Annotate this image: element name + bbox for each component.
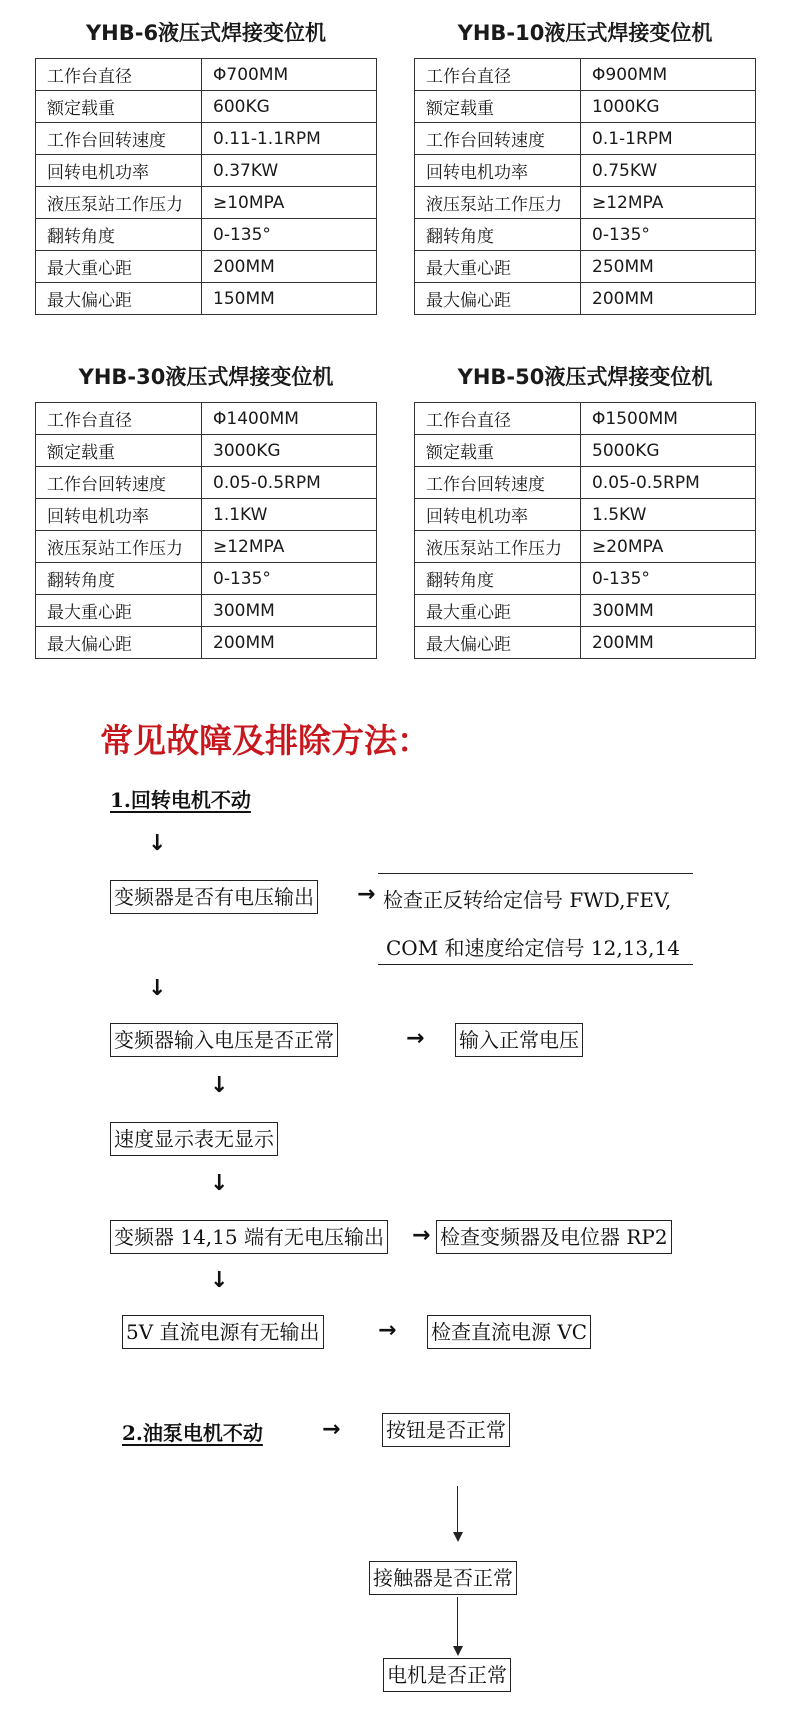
arrow-down-icon: ↓ [210,1073,229,1098]
spec-table [414,58,756,315]
spec-value-cell: 0-135° [202,219,377,251]
spec-block-yhb10 [414,16,756,315]
table-row [415,435,756,467]
step-box-input-voltage: 变频器输入电压是否正常 [110,1023,338,1057]
spec-key-cell: 回转电机功率 [36,499,202,531]
table-row [36,563,377,595]
arrow-down-icon [453,1532,463,1542]
spec-value-cell: 3000KG [202,435,377,467]
table-row [415,123,756,155]
section2-heading: 2.油泵电机不动 [122,1421,263,1445]
spec-value-cell: 200MM [581,627,756,659]
arrow-right-icon: → [322,1417,341,1442]
spec-key-cell: 额定载重 [415,91,581,123]
spec-value-cell: 0.1-1RPM [581,123,756,155]
spec-value-cell: 200MM [202,251,377,283]
spec-value-cell: 200MM [581,283,756,315]
spec-value-cell: Φ1400MM [202,403,377,435]
spec-key-cell: 翻转角度 [415,563,581,595]
arrow-right-icon: → [412,1223,431,1248]
spec-key-cell: 工作台直径 [36,59,202,91]
section1-heading: 1.回转电机不动 [110,788,251,812]
fix-box-check-inverter: 检查变频器及电位器 RP2 [436,1220,672,1254]
spec-key-cell: 工作台直径 [415,403,581,435]
table-row [36,499,377,531]
spec-value-cell: 0.37KW [202,155,377,187]
spec-value-cell: 0-135° [202,563,377,595]
table-row [415,91,756,123]
table-row [415,251,756,283]
connector-line [457,1486,458,1534]
spec-value-cell: ≥12MPA [581,187,756,219]
spec-key-cell: 液压泵站工作压力 [415,531,581,563]
step-box-contactor: 接触器是否正常 [369,1561,517,1595]
spec-key-cell: 翻转角度 [415,219,581,251]
table-row [415,563,756,595]
spec-key-cell: 工作台直径 [415,59,581,91]
spec-key-cell: 工作台回转速度 [36,123,202,155]
spec-value-cell: 5000KG [581,435,756,467]
arrow-down-icon: ↓ [148,831,167,856]
spec-key-cell: 液压泵站工作压力 [36,187,202,219]
spec-value-cell: ≥20MPA [581,531,756,563]
arrow-right-icon: → [357,882,376,907]
table-row [36,59,377,91]
spec-value-cell: ≥10MPA [202,187,377,219]
table-row [36,435,377,467]
spec-value-cell: Φ700MM [202,59,377,91]
arrow-down-icon: ↓ [210,1268,229,1293]
spec-key-cell: 液压泵站工作压力 [36,531,202,563]
table-row [415,59,756,91]
spec-key-cell: 最大重心距 [415,251,581,283]
spec-value-cell: 300MM [202,595,377,627]
spec-value-cell: 0.05-0.5RPM [581,467,756,499]
arrow-down-icon [453,1646,463,1656]
table-row [36,187,377,219]
spec-table [414,402,756,659]
fix-box-normal-voltage: 输入正常电压 [455,1023,583,1057]
spec-value-cell: 150MM [202,283,377,315]
fix-check-signals-line1: 检查正反转给定信号 FWD,FEV, [383,888,672,912]
step-box-speed-display: 速度显示表无显示 [110,1122,278,1156]
spec-key-cell: 额定载重 [415,435,581,467]
table-row [36,123,377,155]
step-box-terminal-voltage: 变频器 14,15 端有无电压输出 [110,1220,388,1254]
fix-check-signals-line2: COM 和速度给定信号 12,13,14 [386,936,680,960]
table-row [415,155,756,187]
spec-key-cell: 工作台回转速度 [415,123,581,155]
spec-title: YHB-50液压式焊接变位机 [457,365,713,389]
table-row [36,91,377,123]
fix-top-rule [378,873,693,874]
spec-key-cell: 工作台回转速度 [415,467,581,499]
spec-title: YHB-6液压式焊接变位机 [85,21,327,45]
spec-value-cell: 0.75KW [581,155,756,187]
spec-key-cell: 翻转角度 [36,563,202,595]
step-box-button: 按钮是否正常 [382,1413,510,1447]
table-row [36,467,377,499]
spec-key-cell: 最大偏心距 [415,283,581,315]
spec-key-cell: 最大重心距 [36,595,202,627]
arrow-right-icon: → [406,1026,425,1051]
spec-key-cell: 最大重心距 [415,595,581,627]
spec-block-yhb50 [414,360,756,659]
spec-value-cell: 250MM [581,251,756,283]
spec-key-cell: 工作台直径 [36,403,202,435]
spec-key-cell: 回转电机功率 [36,155,202,187]
step-box-inverter-output: 变频器是否有电压输出 [110,880,318,914]
spec-title: YHB-10液压式焊接变位机 [457,21,713,45]
spec-value-cell: 300MM [581,595,756,627]
spec-key-cell: 最大偏心距 [36,627,202,659]
table-row [415,467,756,499]
table-row [36,155,377,187]
spec-key-cell: 液压泵站工作压力 [415,187,581,219]
spec-key-cell: 最大偏心距 [415,627,581,659]
spec-value-cell: 1000KG [581,91,756,123]
arrow-right-icon: → [378,1318,397,1343]
table-row [36,219,377,251]
table-row [415,627,756,659]
spec-value-cell: Φ1500MM [581,403,756,435]
spec-value-cell: 200MM [202,627,377,659]
arrow-down-icon: ↓ [210,1171,229,1196]
table-row [36,403,377,435]
table-row [36,627,377,659]
spec-key-cell: 最大重心距 [36,251,202,283]
table-row [36,251,377,283]
spec-value-cell: 0.11-1.1RPM [202,123,377,155]
spec-key-cell: 额定载重 [36,435,202,467]
fix-box-check-dc-supply: 检查直流电源 VC [427,1315,591,1349]
table-row [36,595,377,627]
table-row [415,187,756,219]
spec-title: YHB-30液压式焊接变位机 [78,365,334,389]
table-row [415,531,756,563]
spec-value-cell: 1.1KW [202,499,377,531]
spec-value-cell: ≥12MPA [202,531,377,563]
spec-key-cell: 翻转角度 [36,219,202,251]
spec-value-cell: 0-135° [581,563,756,595]
table-row [415,403,756,435]
step-box-5v-supply: 5V 直流电源有无输出 [122,1315,324,1349]
spec-key-cell: 工作台回转速度 [36,467,202,499]
fault-section-title: 常见故障及排除方法： [100,721,430,760]
spec-table [35,58,377,315]
step-box-motor: 电机是否正常 [383,1658,511,1692]
table-row [415,283,756,315]
spec-table [35,402,377,659]
table-row [415,219,756,251]
arrow-down-icon: ↓ [148,976,167,1001]
table-row [415,595,756,627]
spec-key-cell: 额定载重 [36,91,202,123]
spec-key-cell: 最大偏心距 [36,283,202,315]
spec-value-cell: 0.05-0.5RPM [202,467,377,499]
table-row [415,499,756,531]
connector-line [457,1597,458,1648]
spec-value-cell: 1.5KW [581,499,756,531]
spec-value-cell: Φ900MM [581,59,756,91]
spec-block-yhb6 [35,16,377,315]
fix-bottom-rule [378,964,693,965]
spec-key-cell: 回转电机功率 [415,499,581,531]
table-row [36,283,377,315]
spec-block-yhb30 [35,360,377,659]
spec-value-cell: 0-135° [581,219,756,251]
table-row [36,531,377,563]
spec-key-cell: 回转电机功率 [415,155,581,187]
spec-value-cell: 600KG [202,91,377,123]
